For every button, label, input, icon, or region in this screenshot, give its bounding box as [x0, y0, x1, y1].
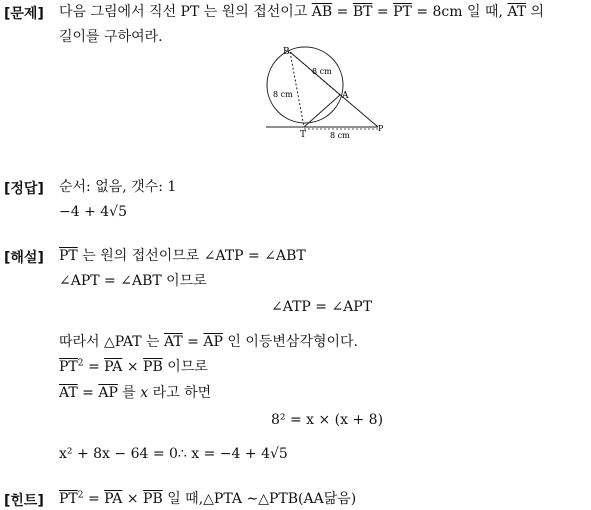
- label-ab-length: 8 cm: [312, 67, 332, 76]
- segment-pb: $\overline{PB}$: [143, 491, 163, 507]
- segment-at: $\overline{AT}$: [507, 4, 527, 20]
- circle: [267, 47, 343, 123]
- solution-text: 를: [117, 385, 141, 401]
- solution-text: 따라서 △PAT 는: [59, 334, 160, 350]
- answer-label: [정답]: [4, 181, 44, 197]
- hint-line: [59, 490, 356, 508]
- solution-text: 이므로: [162, 359, 208, 375]
- times-sign: ×: [122, 491, 144, 507]
- segment-at: $\overline{AT}$: [164, 334, 183, 350]
- problem-line-1: [59, 3, 544, 21]
- equals-sign: =: [83, 491, 105, 507]
- equals-sign: =: [372, 4, 394, 20]
- variable-x: x: [140, 385, 149, 401]
- answer-line-2: −4 + 4√5: [59, 204, 128, 220]
- segment-pa: $\overline{PA}$: [104, 359, 123, 375]
- point-t: T: [300, 130, 307, 140]
- problem-length-text: = 8cm 일 때,: [411, 4, 503, 20]
- problem-text: 다음 그림에서 직선 PT 는 원의 접선이고: [59, 4, 308, 20]
- solution-line-8: x² + 8x − 64 = 0∴ x = −4 + 4√5: [59, 446, 288, 462]
- geometry-figure: [260, 45, 390, 145]
- hint-label: [힌트]: [4, 493, 44, 509]
- segment-pt: $\overline{PT}$: [59, 248, 78, 264]
- equals-sign: =: [77, 385, 99, 401]
- equals-sign: =: [83, 359, 105, 375]
- segment-bt: $\overline{BT}$: [352, 4, 373, 20]
- segment-ta: [304, 95, 340, 127]
- segment-pt: $\overline{PT}$: [59, 359, 78, 375]
- equals-sign: =: [182, 334, 204, 350]
- problem-label: [문제]: [4, 6, 44, 22]
- solution-line-1: [59, 247, 306, 265]
- label-bt-length: 8 cm: [273, 90, 293, 99]
- solution-line-7: 8² = x × (x + 8): [271, 412, 384, 428]
- segment-pt: $\overline{PT}$: [59, 491, 78, 507]
- times-sign: ×: [122, 359, 144, 375]
- segment-pa: $\overline{PA}$: [104, 491, 123, 507]
- solution-text: 라고 하면: [148, 385, 212, 401]
- point-a: A: [342, 91, 349, 101]
- problem-line-2: 길이를 구하여라.: [59, 29, 163, 45]
- exponent: 2: [77, 358, 84, 369]
- segment-ab: $\overline{AB}$: [311, 4, 333, 20]
- segment-at: $\overline{AT}$: [59, 385, 78, 401]
- point-b: B: [283, 47, 290, 57]
- segment-ap: $\overline{AP}$: [98, 385, 118, 401]
- answer-line-1: 순서: 없음, 갯수: 1: [59, 179, 177, 195]
- point-p: P: [378, 124, 384, 133]
- solution-line-3: ∠ATP = ∠APT: [271, 299, 373, 315]
- solution-line-2: ∠APT = ∠ABT 이므로: [59, 273, 207, 289]
- solution-text: 인 이등변삼각형이다.: [222, 334, 358, 350]
- equals-sign: =: [332, 4, 353, 20]
- exponent: 2: [77, 490, 84, 501]
- solution-line-4: [59, 333, 358, 351]
- segment-pt: $\overline{PT}$: [393, 4, 412, 20]
- solution-line-5: [59, 358, 208, 376]
- label-tp-length: 8 cm: [330, 131, 350, 140]
- problem-text-end: 의: [526, 4, 545, 20]
- hint-text: 일 때,△PTA ∼△PTB(AA닮음): [162, 491, 357, 507]
- segment-pb: $\overline{PB}$: [143, 359, 163, 375]
- solution-line-6: [59, 384, 211, 402]
- segment-ap: $\overline{AP}$: [203, 334, 223, 350]
- solution-text: 는 원의 접선이므로 ∠ATP = ∠ABT: [77, 248, 306, 264]
- solution-label: [해설]: [4, 250, 44, 266]
